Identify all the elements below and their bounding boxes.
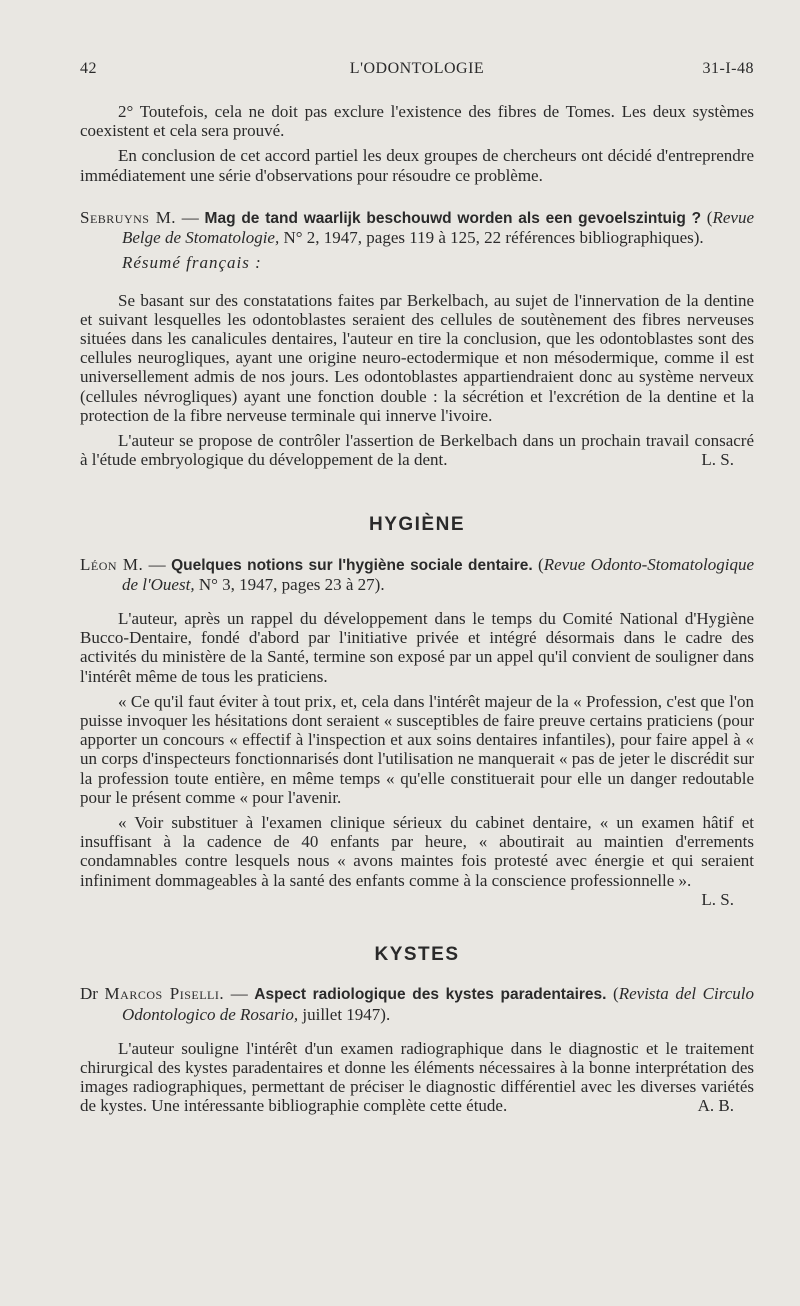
kystes-author-prefix: Dr [80, 984, 98, 1004]
hygiene-journal: Revue Odonto-Stomatologique de l'Ouest, [122, 554, 754, 594]
issue-date: 31-I-48 [702, 60, 754, 77]
running-header [80, 60, 754, 84]
hygiene-paragraph-1: L'auteur, après un rappel du développement dans le temps du Comité National d'Hygiène Bucco-Dentaire, fondé d'abord par l'initiative privée et intégré désormais dans le cadre des activités du ministère de la Santé, termine son exposé par un appel qu'il convient de souligner dans l'intérêt même de tous les praticiens. [80, 609, 754, 686]
hygiene-quote-1: « Ce qu'il faut éviter à tout prix, et, cela dans l'intérêt majeur de la « Profession, c'est que l'on puisse invoquer les hésitations dont seraient « susceptibles de faire preuve certains praticiens (pour apporter un concours « effectif à l'inspection et aux soins dentaires infantiles), pour faire appel à « un corps d'inspecteurs fonctionnarisés dont l'utilisation ne manquerait « pas de jeter le discrédit sur la profession toute entière, en même temps « qu'elle constituerait pour elle un danger redoutable pour le présent comme « pour l'avenir. [80, 691, 754, 807]
hygiene-quote-2: « Voir substituer à l'examen clinique sérieux du cabinet dentaire, « un examen hâtif et insuffisant à la cadence de 40 enfants par heure, « aboutirait au maintien d'errements condamnables contre lesquels nous « avons maintes fois protesté avec énergie et qui seraient infiniment dommageables à la santé des enfants comme à la conscience professionnelle ». [80, 813, 754, 890]
page-number: 42 [80, 60, 97, 77]
kystes-paragraph-1 [80, 1039, 754, 1116]
hygiene-heading: HYGIÈNE [368, 514, 466, 536]
sebruyns-reference: Sebruyns M. — Mag de tand waarlijk beschouwd worden als een gevoelszintuig ? (Revue Belge de Stomatologie, N° 2, 1947, pages 119 à 125, 22 références bibliographiques). [80, 207, 754, 247]
kystes-heading: KYSTES [374, 944, 460, 966]
hygiene-details: N° 3, 1947, pages 23 à 27). [194, 574, 385, 594]
kystes-signature: A. B. [697, 1096, 734, 1116]
sebruyns-paragraph-2 [80, 431, 754, 469]
sebruyns-author: Sebruyns M. [80, 207, 177, 227]
kystes-dash: — [224, 984, 255, 1004]
hygiene-title: Quelques notions sur l'hygiène sociale dentaire. [171, 556, 533, 574]
intro-paragraph-1: 2° Toutefois, cela ne doit pas exclure l'existence des fibres de Tomes. Les deux systèmes coexistent et cela sera prouvé. [80, 102, 754, 141]
article-body [80, 102, 754, 1116]
hygiene-author: Léon M. [80, 554, 144, 574]
intro-paragraph-2: En conclusion de cet accord partiel les deux groupes de chercheurs ont décidé d'entreprendre immédiatement une série d'observations pour résoudre ce problème. [80, 146, 754, 185]
sebruyns-dash: — [176, 207, 205, 227]
sebruyns-details: N° 2, 1947, pages 119 à 125, 22 références bibliographiques). [279, 227, 704, 247]
sebruyns-signature: L. S. [701, 450, 734, 470]
kystes-details: juillet 1947). [298, 1004, 391, 1024]
journal-title: L'ODONTOLOGIE [349, 60, 485, 77]
hygiene-signature: L. S. [701, 889, 734, 909]
sebruyns-journal: Revue Belge de Stomatologie, [122, 207, 754, 247]
kystes-author: Marcos Piselli. [104, 984, 225, 1004]
kystes-title: Aspect radiologique des kystes paradentaires. [254, 986, 607, 1004]
sebruyns-paragraph-1: Se basant sur des constatations faites par Berkelbach, au sujet de l'innervation de la dentine et suivant lesquelles les odontoblastes seraient des cellules de soutènement des fibres nerveuses situées dans les canalicules dentaires, l'auteur en tire la conclusion, que les odontoblastes sont des cellules neurogliques, ayant une origine neuro-ectodermique et non mésodermique, comme il est universellement admis de nos jours. Les odontoblastes appartiendraient donc au système nerveux (cellules névrogliques) ayant une fonction double : la sécrétion et l'excrétion de la dentine et la protection de la fibre nerveuse terminale qui innerve l'ivoire. [80, 290, 754, 425]
sebruyns-title: Mag de tand waarlijk beschouwd worden als een gevoelszintuig ? [204, 209, 702, 227]
hygiene-reference: Léon M. — Quelques notions sur l'hygiène sociale dentaire. (Revue Odonto-Stomatologique de l'Ouest, N° 3, 1947, pages 23 à 27). [80, 554, 754, 594]
hygiene-dash: — [143, 554, 172, 574]
kystes-reference: Dr Marcos Piselli. — Aspect radiologique des kystes paradentaires. (Revista del Circulo Odontologico de Rosario, juillet 1947). [80, 984, 755, 1024]
kystes-paragraph-1-text: L'auteur souligne l'intérêt d'un examen radiographique dans le diagnostic et le traitement chirurgical des kystes paradentaires et donne les éléments nécessaires à la bonne interprétation des images radiographiques, permettant de préciser le diagnostic différentiel avec les diverses variétés de kystes. Une intéressante bibliographie complète cette étude. [80, 1038, 754, 1116]
resume-label: Résumé français : [122, 253, 262, 273]
sebruyns-paragraph-2-text: L'auteur se propose de contrôler l'assertion de Berkelbach dans un prochain travail consacré à l'étude embryologique du développement de la dent. [80, 431, 754, 470]
kystes-journal: Revista del Circulo Odontologico de Rosario, [122, 984, 755, 1024]
